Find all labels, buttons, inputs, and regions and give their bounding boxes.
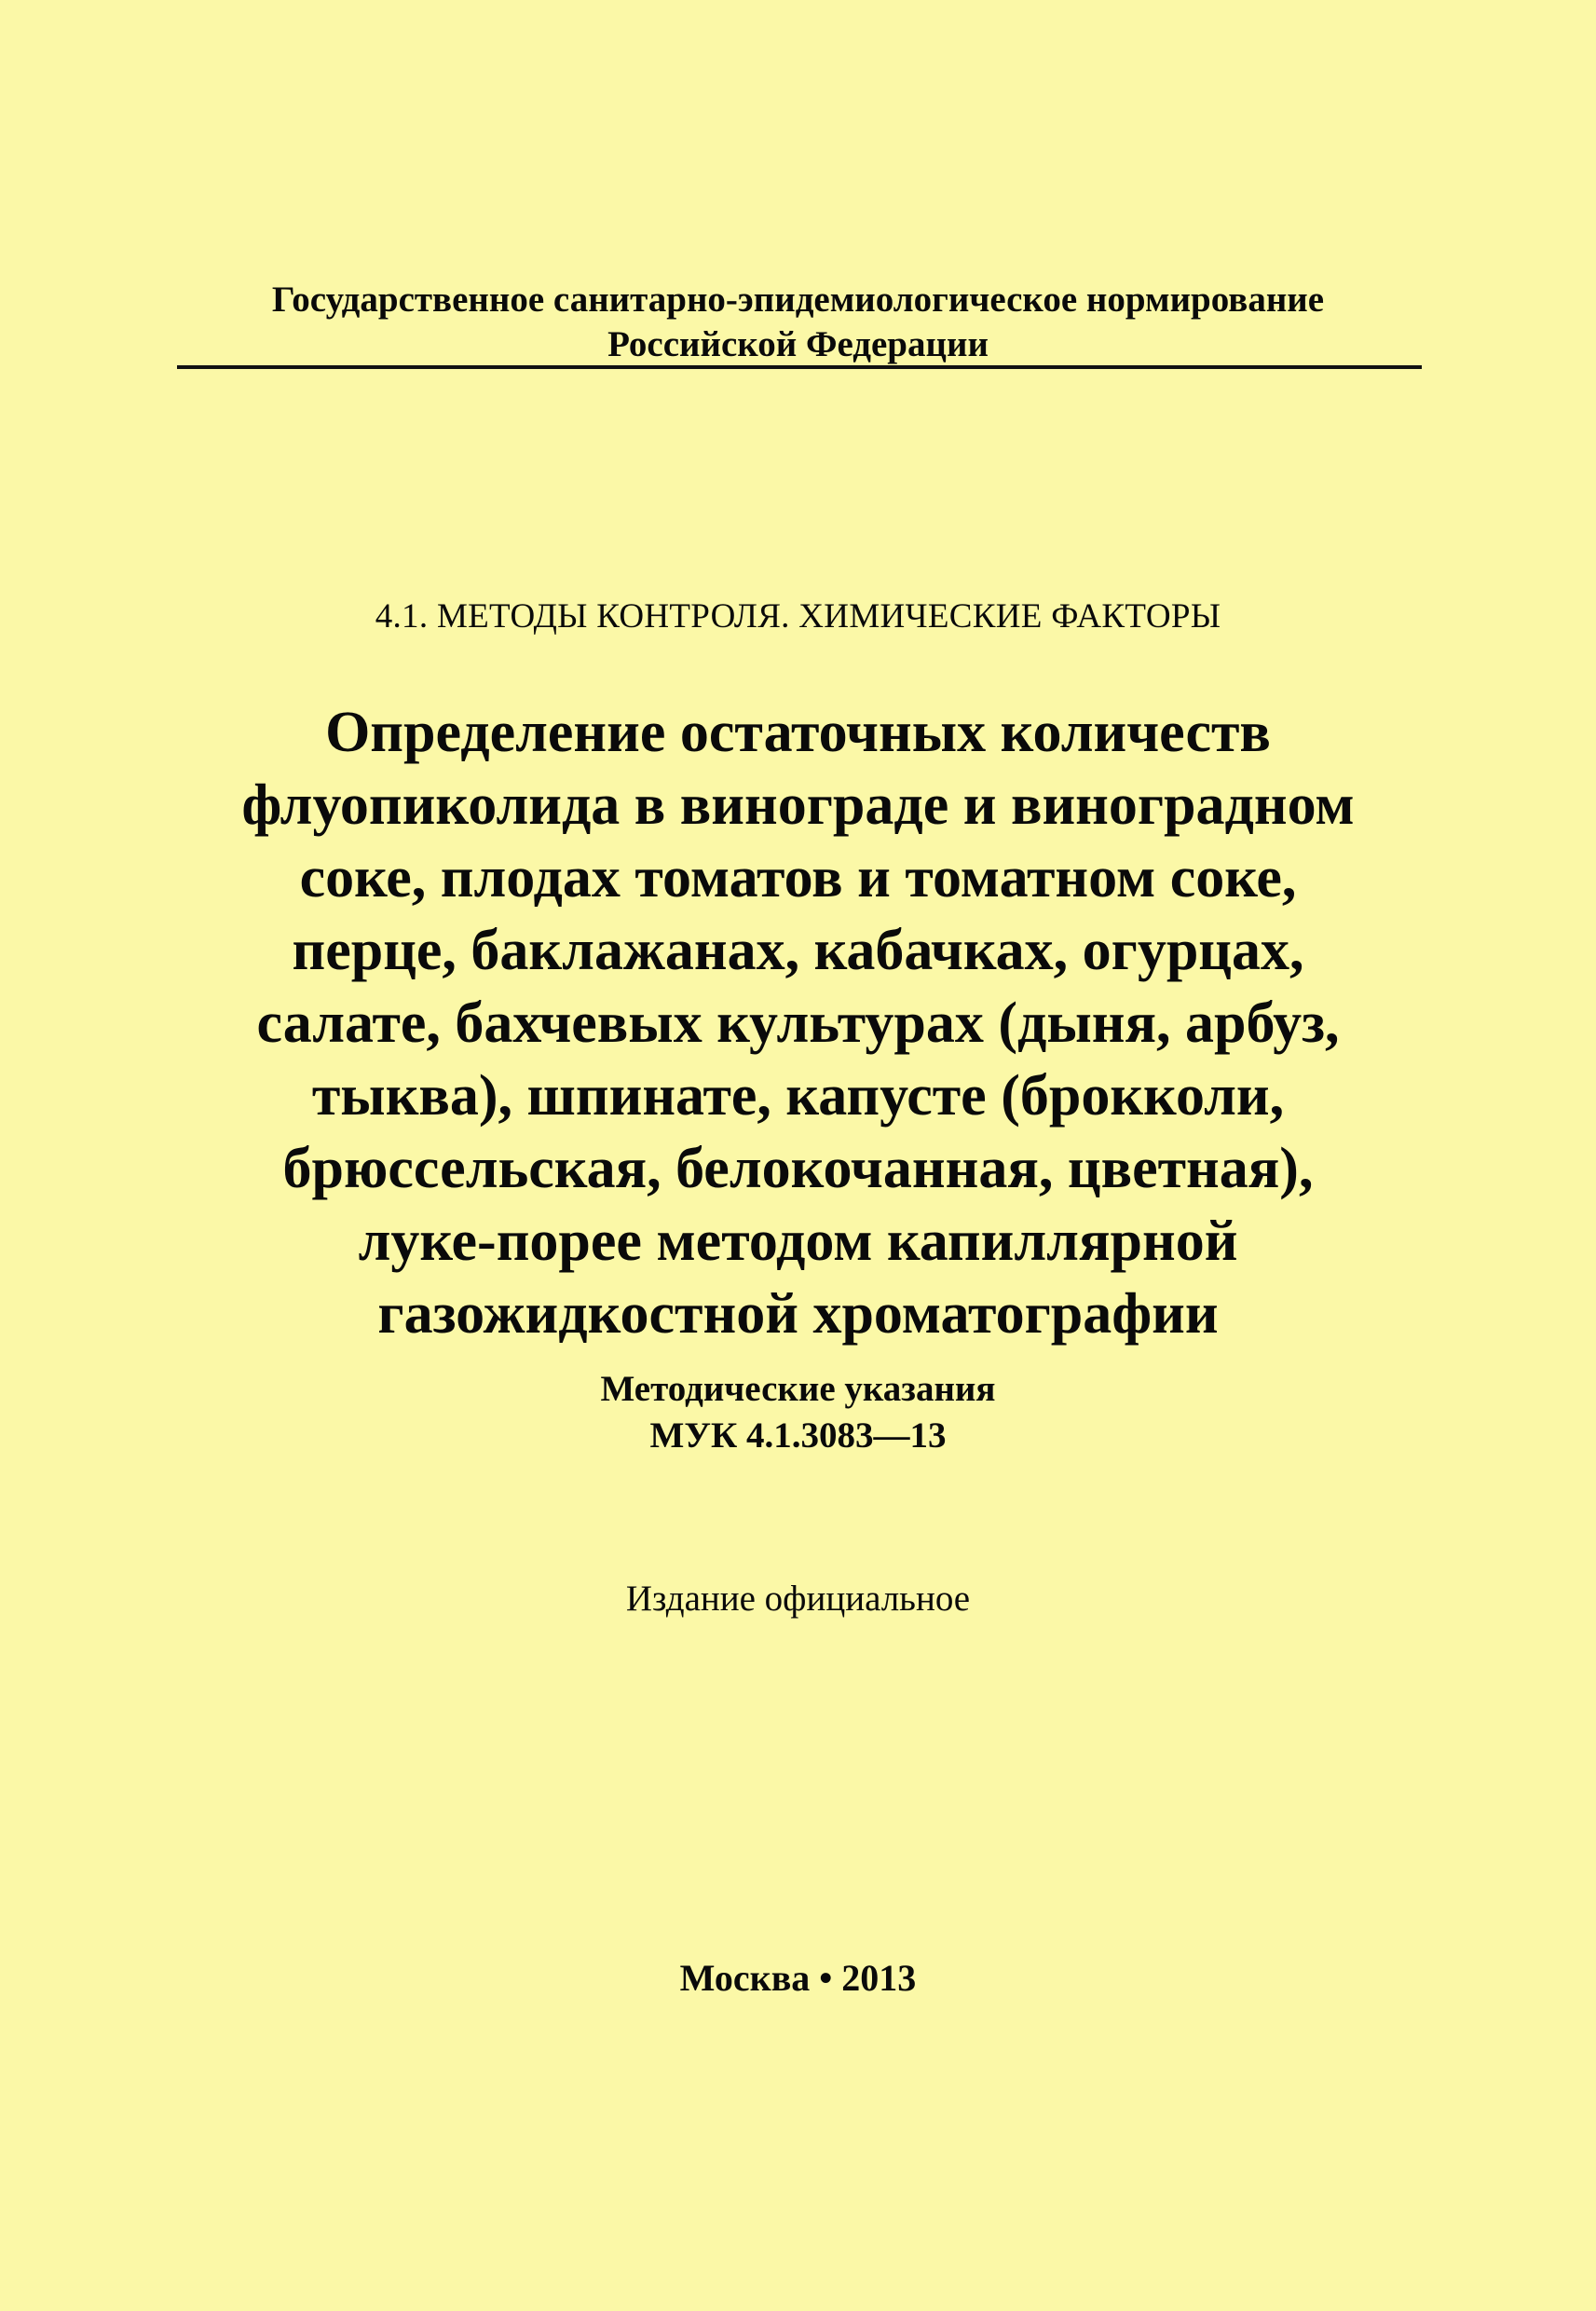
- series-title: 4.1. МЕТОДЫ КОНТРОЛЯ. ХИМИЧЕСКИЕ ФАКТОРЫ: [375, 597, 1221, 636]
- title-line: салате, бахчевых культурах (дыня, арбуз,: [256, 991, 1340, 1055]
- document-code: МУК 4.1.3083—13: [649, 1415, 947, 1456]
- title-line: Определение остаточных количеств: [325, 701, 1271, 764]
- title-line: тыква), шпинате, капусте (брокколи,: [311, 1064, 1285, 1128]
- title-line: луке-порее методом капиллярной: [358, 1210, 1238, 1273]
- imprint-city-year: Москва • 2013: [679, 1957, 917, 1999]
- edition-label: Издание официальное: [625, 1579, 971, 1619]
- header-line-1: Государственное санитарно-эпидемиологическое нормирование: [271, 280, 1325, 320]
- document-title: [0, 696, 1596, 1350]
- title-line: перце, баклажанах, кабачках, огурцах,: [292, 919, 1304, 982]
- issuing-authority-header: [0, 278, 1596, 367]
- header-line-2: Российской Федерации: [607, 324, 989, 364]
- header-divider: [177, 365, 1422, 369]
- title-line: газожидкостной хроматографии: [377, 1282, 1219, 1346]
- title-line: флуопиколида в винограде и виноградном: [241, 773, 1355, 837]
- document-type-label: Методические указания: [600, 1369, 996, 1409]
- document-type: [0, 1366, 1596, 1459]
- title-line: брюссельская, белокочанная, цветная),: [282, 1137, 1314, 1200]
- title-line: соке, плодах томатов и томатном соке,: [299, 846, 1297, 909]
